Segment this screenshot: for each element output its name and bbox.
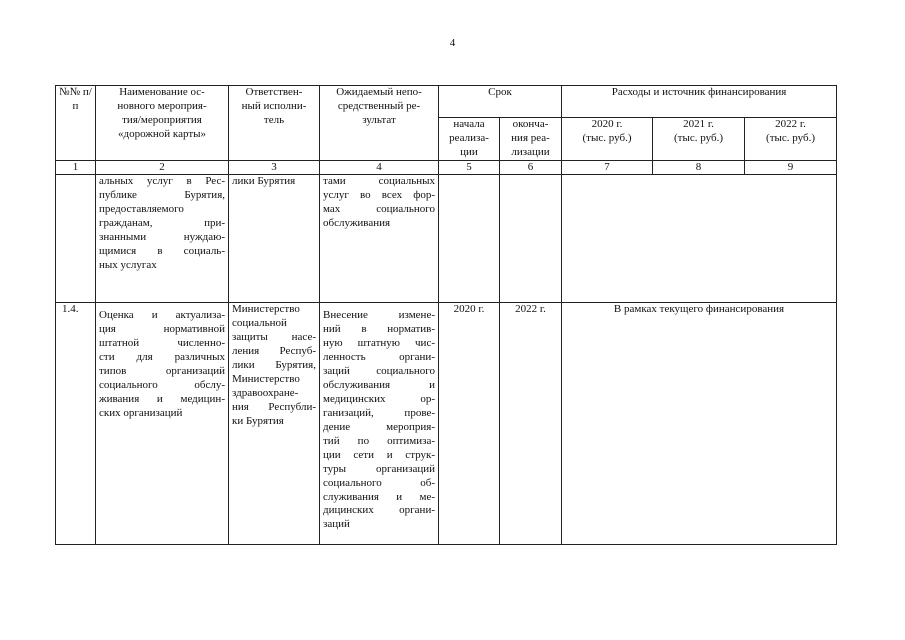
cell-line: средственный ре- xyxy=(337,99,421,112)
continuation-row xyxy=(56,174,837,302)
continuation-executor xyxy=(229,174,320,302)
column-number: 1 xyxy=(56,160,96,174)
cell-line: лизации xyxy=(511,145,550,158)
column-number: 6 xyxy=(500,160,562,174)
continuation-result xyxy=(320,174,439,302)
cell-line: ния Республи- xyxy=(232,400,316,413)
cell-line: тия/мероприятия xyxy=(122,113,202,126)
cell-line: штатной численно- xyxy=(99,336,225,349)
cell-line: реализа- xyxy=(449,131,489,144)
continuation-end xyxy=(500,174,562,302)
cell-line: защиты насе- xyxy=(232,330,316,343)
header-2020 xyxy=(562,118,653,161)
header-activity-name xyxy=(96,86,229,161)
row-number: 1.4. xyxy=(56,302,96,544)
cell-line: ный исполни- xyxy=(241,99,307,112)
cell-line: здравоохране- xyxy=(232,386,299,399)
cell-line: публике Бурятия, xyxy=(99,188,225,201)
header-row-1 xyxy=(56,86,837,118)
cell-line: лики Бурятия xyxy=(232,174,296,187)
continuation-start xyxy=(439,174,500,302)
cell-line: ленность органи- xyxy=(323,350,435,363)
cell-line: тами социальных xyxy=(323,174,435,187)
cell-line: обслуживания xyxy=(323,216,391,229)
cell-line: дение мероприя- xyxy=(323,420,435,433)
cell-line: Ожидаемый непо- xyxy=(336,86,422,98)
cell-line: дицинских органи- xyxy=(323,504,435,517)
header-2022 xyxy=(745,118,837,161)
column-number: 4 xyxy=(320,160,439,174)
continuation-financing xyxy=(562,174,837,302)
cell-line: заций социального xyxy=(323,364,435,377)
cell-line: начала xyxy=(453,118,485,130)
column-number: 2 xyxy=(96,160,229,174)
end-date: 2022 г. xyxy=(500,302,562,544)
cell-line: (тыс. руб.) xyxy=(674,131,723,144)
cell-line: 2021 г. xyxy=(683,118,714,130)
cell-line: Министерство xyxy=(232,372,300,385)
financing-note: В рамках текущего финансирования xyxy=(562,302,837,544)
cell-line: типов организаций xyxy=(99,364,225,377)
column-number: 9 xyxy=(745,160,837,174)
cell-line: 2022 г. xyxy=(775,118,806,130)
cell-line: ления Респуб- xyxy=(232,344,316,357)
cell-line: обслуживания и xyxy=(323,378,435,391)
cell-line: гражданам, при- xyxy=(99,216,225,229)
cell-line: тий по оптимиза- xyxy=(323,434,435,447)
cell-line: ных услугах xyxy=(99,258,157,271)
header-number: №№ п/п xyxy=(56,86,96,161)
cell-line: заций xyxy=(323,518,350,531)
cell-line: знанными нуждаю- xyxy=(99,230,225,243)
cell-line: живания и медицин- xyxy=(99,392,225,405)
cell-line: Министерство xyxy=(232,302,300,315)
cell-line: сти для различных xyxy=(99,350,225,363)
cell-line: ную штатную чис- xyxy=(323,336,435,349)
cell-line: услуг во всех фор- xyxy=(323,188,435,201)
cell-line: ний в норматив- xyxy=(323,322,435,335)
header-2021 xyxy=(653,118,745,161)
page-number: 4 xyxy=(449,37,456,49)
cell-line: тель xyxy=(263,113,285,126)
roadmap-table xyxy=(55,85,837,545)
cell-line: социального об- xyxy=(323,476,435,489)
cell-line: социальной xyxy=(232,316,287,329)
column-number: 3 xyxy=(229,160,320,174)
cell-line: ния реа- xyxy=(511,131,550,144)
cell-line: зультат xyxy=(362,113,396,126)
cell-line: альных услуг в Рес- xyxy=(99,174,225,187)
activity-name xyxy=(96,302,229,544)
continuation-activity-name xyxy=(96,174,229,302)
cell-line: «дорожной карты» xyxy=(117,127,207,140)
cell-line: оконча- xyxy=(512,118,549,130)
cell-line: (тыс. руб.) xyxy=(766,131,815,144)
header-expected-result xyxy=(320,86,439,161)
cell-line: Ответствен- xyxy=(245,86,303,98)
cell-line: ганизаций, прове- xyxy=(323,406,435,419)
cell-line: ции xyxy=(460,145,478,158)
cell-line: служивания и ме- xyxy=(323,490,435,503)
header-executor xyxy=(229,86,320,161)
table-row xyxy=(56,302,837,544)
executor xyxy=(229,302,320,544)
column-number: 8 xyxy=(653,160,745,174)
cell-line: новного мероприя- xyxy=(117,99,207,112)
cell-line: медицинских ор- xyxy=(323,392,435,405)
cell-line: ских организаций xyxy=(99,406,183,419)
cell-line: туры организаций xyxy=(323,462,435,475)
expected-result xyxy=(320,302,439,544)
cell-line: 2020 г. xyxy=(591,118,623,130)
cell-line: Наименование ос- xyxy=(119,86,205,98)
cell-line: щимися в социаль- xyxy=(99,244,225,257)
cell-line: Оценка и актуализа- xyxy=(99,308,225,321)
cell-line: мах социального xyxy=(323,202,435,215)
cell-line: предоставляемого xyxy=(99,202,184,215)
continuation-number xyxy=(56,174,96,302)
header-term: Срок xyxy=(439,86,562,118)
cell-line: Внесение измене- xyxy=(323,308,435,321)
cell-line: социального обслу- xyxy=(99,378,225,391)
header-financing: Расходы и источник финансирования xyxy=(562,86,837,118)
header-start xyxy=(439,118,500,161)
cell-line: ция нормативной xyxy=(99,322,225,335)
column-number-row xyxy=(56,160,837,174)
cell-line: ки Бурятия xyxy=(232,414,284,427)
header-end xyxy=(500,118,562,161)
cell-line: ции сети и струк- xyxy=(323,448,435,461)
cell-line: лики Бурятия, xyxy=(232,358,316,371)
column-number: 7 xyxy=(562,160,653,174)
column-number: 5 xyxy=(439,160,500,174)
cell-line: (тыс. руб.) xyxy=(582,131,632,144)
start-date: 2020 г. xyxy=(439,302,500,544)
